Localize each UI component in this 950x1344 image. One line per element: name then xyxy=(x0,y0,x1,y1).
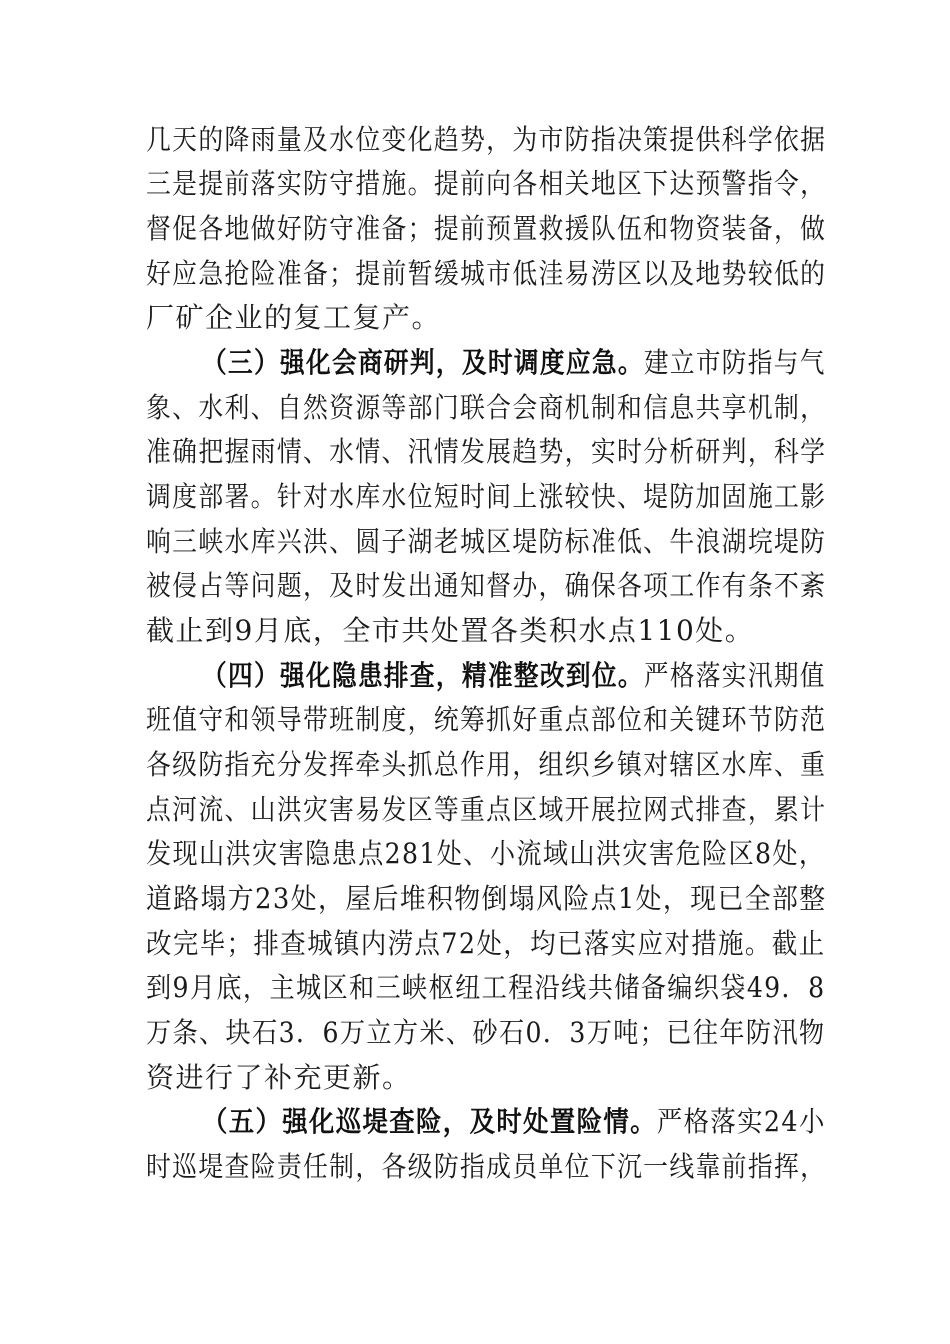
line-text: 万条、块石3．6万立方米、砂石0．3万吨；已往年防汛物 xyxy=(146,1016,826,1049)
line-text: 准确把握雨情、水情、汛情发展趋势，实时分析研判，科学 xyxy=(146,435,827,468)
section-line xyxy=(202,656,826,696)
line-text: 发现山洪灾害隐患点281处、小流域山洪灾害危险区8处， xyxy=(146,837,826,870)
line-text: 到9月底，主城区和三峡枢纽工程沿线共储备编织袋49．8 xyxy=(146,971,826,1004)
line-text: 响三峡水库兴洪、圆子湖老城区堤防标准低、牛浪湖垸堤防 xyxy=(146,525,827,558)
section-heading: （五）强化巡堤查险，及时处置险情。 xyxy=(202,1105,657,1138)
body-line xyxy=(146,611,826,651)
line-text: 几天的降雨量及水位变化趋势，为市防指决策提供科学依据 xyxy=(146,123,827,156)
body-line xyxy=(146,566,827,606)
line-text: 被侵占等问题，及时发出通知督办，确保各项工作有条不紊 xyxy=(146,569,827,602)
body-line xyxy=(146,209,827,249)
body-line xyxy=(146,1147,827,1187)
body-line xyxy=(146,522,827,562)
line-text: 各级防指充分发挥牵头抓总作用，组织乡镇对辖区水库、重 xyxy=(146,748,827,781)
body-line xyxy=(146,745,827,785)
body-line xyxy=(146,164,827,204)
line-text: 资进行了补充更新。 xyxy=(146,1061,412,1094)
section-heading: （三）强化会商研判，及时调度应急。 xyxy=(202,346,644,379)
line-text: 象、水利、自然资源等部门联合会商机制和信息共享机制， xyxy=(146,391,827,424)
body-line xyxy=(146,388,827,428)
section-line xyxy=(202,343,826,383)
line-text: 严格落实汛期值 xyxy=(643,659,826,692)
body-line xyxy=(146,968,826,1008)
body-line xyxy=(146,790,827,830)
body-line xyxy=(146,700,827,740)
body-line xyxy=(146,1058,826,1098)
body-line xyxy=(146,1013,826,1053)
body-line xyxy=(146,432,827,472)
line-text: 调度部署。针对水库水位短时间上涨较快、堤防加固施工影 xyxy=(146,480,827,513)
line-text: 截止到9月底，全市共处置各类积水点110处。 xyxy=(146,614,755,647)
line-text: 建立市防指与气 xyxy=(643,346,826,379)
line-text: 点河流、山洪灾害易发区等重点区域开展拉网式排查，累计 xyxy=(146,793,827,826)
line-text: 督促各地做好防守准备；提前预置救援队伍和物资装备，做 xyxy=(146,212,827,245)
line-text: 好应急抢险准备；提前暂缓城市低洼易涝区以及地势较低的 xyxy=(146,257,827,290)
body-line xyxy=(146,879,827,919)
body-line xyxy=(146,298,826,338)
body-line xyxy=(146,120,827,160)
body-line xyxy=(146,924,826,964)
body-line xyxy=(146,254,827,294)
line-text: 厂矿企业的复工复产。 xyxy=(146,301,442,334)
line-text: 班值守和领导带班制度，统筹抓好重点部位和关键环节防范 xyxy=(146,703,827,736)
line-text: 时巡堤查险责任制，各级防指成员单位下沉一线靠前指挥， xyxy=(146,1150,827,1183)
line-text: 改完毕；排查城镇内涝点72处，均已落实应对措施。截止 xyxy=(146,927,826,960)
body-line xyxy=(146,477,827,517)
line-text: 三是提前落实防守措施。提前向各相关地区下达预警指令， xyxy=(146,167,827,200)
line-text: 严格落实24小 xyxy=(656,1105,826,1138)
body-line xyxy=(146,834,826,874)
section-heading: （四）强化隐患排查，精准整改到位。 xyxy=(202,659,644,692)
section-line xyxy=(202,1102,826,1142)
line-text: 道路塌方23处，屋后堆积物倒塌风险点1处，现已全部整 xyxy=(146,882,827,915)
